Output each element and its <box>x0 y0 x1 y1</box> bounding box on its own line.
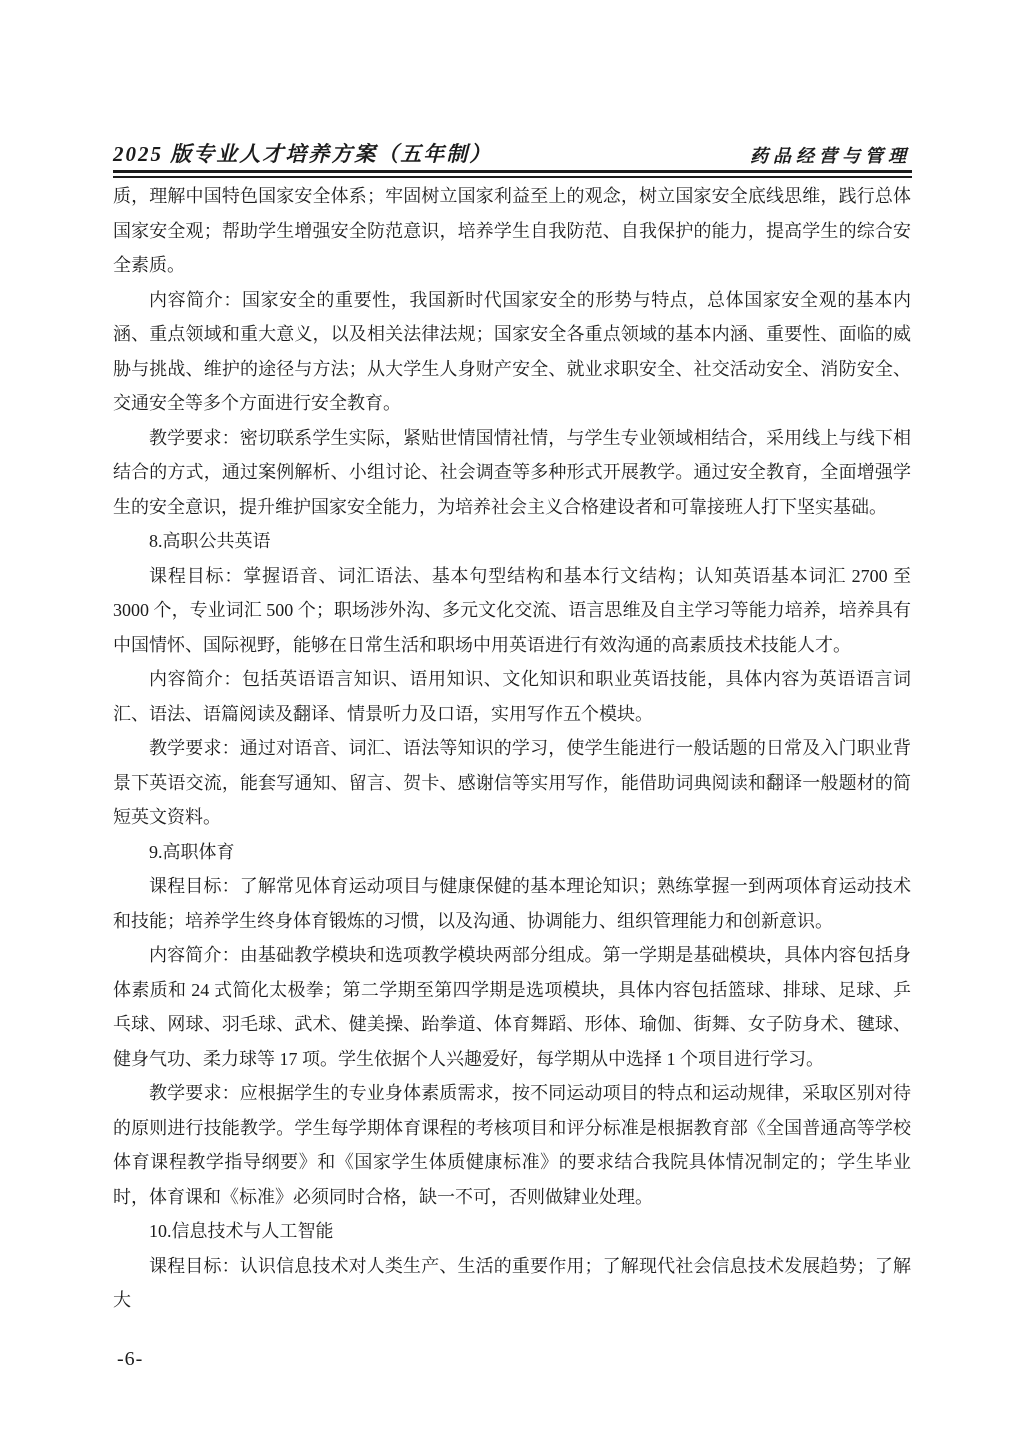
section-heading: 8.高职公共英语 <box>149 531 271 551</box>
document-body <box>113 179 911 1318</box>
body-paragraph: 质，理解中国特色国家安全体系；牢固树立国家利益至上的观念，树立国家安全底线思维，践行总体国家安全观；帮助学生增强安全防范意识，培养学生自我防范、自我保护的能力，提高学生的综合安全素质。 <box>113 186 911 275</box>
section-heading: 9.高职体育 <box>149 841 235 862</box>
body-paragraph: 课程目标：认识信息技术对人类生产、生活的重要作用；了解现代社会信息技术发展趋势；了解大 <box>113 1255 911 1310</box>
header-major-name: 药品经营与管理 <box>750 146 911 166</box>
body-paragraph: 内容简介：国家安全的重要性，我国新时代国家安全的形势与特点，总体国家安全观的基本内涵、重点领域和重大意义，以及相关法律法规；国家安全各重点领域的基本内涵、重要性、面临的威胁与挑战、维护的途径与方法；从大学生人身财产安全、就业求职安全、社交活动安全、消防安全、交通安全等多个方面进行安全教育。 <box>113 289 911 413</box>
section-heading: 10.信息技术与人工智能 <box>149 1221 334 1241</box>
header-divider <box>113 170 912 178</box>
page-number: -6- <box>117 1348 144 1370</box>
body-paragraph: 教学要求：应根据学生的专业身体素质需求，按不同运动项目的特点和运动规律，采取区别对待的原则进行技能教学。学生每学期体育课程的考核项目和评分标准是根据教育部《全国普通高等学校体育课程教学指导纲要》和《国家学生体质健康标准》的要求结合我院具体情况制定的；学生毕业时，体育课和《标准》必须同时合格，缺一不可，否则做肄业处理。 <box>113 1083 911 1207</box>
body-paragraph: 课程目标：了解常见体育运动项目与健康保健的基本理论知识；熟练掌握一到两项体育运动技术和技能；培养学生终身体育锻炼的习惯，以及沟通、协调能力、组织管理能力和创新意识。 <box>113 876 911 931</box>
body-paragraph: 教学要求：通过对语音、词汇、语法等知识的学习，使学生能进行一般话题的日常及入门职业背景下英语交流，能套写通知、留言、贺卡、感谢信等实用写作，能借助词典阅读和翻译一般题材的简短英文资料。 <box>113 738 911 827</box>
body-paragraph: 内容简介：由基础教学模块和选项教学模块两部分组成。第一学期是基础模块，具体内容包括身体素质和 24 式简化太极拳；第二学期至第四学期是选项模块，具体内容包括篮球、排球、足球、乒乓球、网球、羽毛球、武术、健美操、跆拳道、体育舞蹈、形体、瑜伽、街舞、女子防身术、毽球、健身气功、柔力球等 17 项。学生依据个人兴趣爱好，每学期从中选择 1 个项目进行学习。 <box>113 945 911 1069</box>
body-paragraph: 教学要求：密切联系学生实际，紧贴世情国情社情，与学生专业领域相结合，采用线上与线下相结合的方式，通过案例解析、小组讨论、社会调查等多种形式开展教学。通过安全教育，全面增强学生的安全意识，提升维护国家安全能力，为培养社会主义合格建设者和可靠接班人打下坚实基础。 <box>113 427 911 517</box>
body-paragraph: 课程目标：掌握语音、词汇语法、基本句型结构和基本行文结构；认知英语基本词汇 2700 至 3000 个，专业词汇 500 个；职场涉外沟、多元文化交流、语言思维及自主学习等能力培养，培养具有中国情怀、国际视野，能够在日常生活和职场中用英语进行有效沟通的高素质技术技能人才。 <box>113 565 911 655</box>
header-doc-title: 2025 版专业人才培养方案（五年制） <box>113 142 493 166</box>
body-paragraph: 内容简介：包括英语语言知识、语用知识、文化知识和职业英语技能，具体内容为英语语言词汇、语法、语篇阅读及翻译、情景听力及口语，实用写作五个模块。 <box>113 669 911 724</box>
